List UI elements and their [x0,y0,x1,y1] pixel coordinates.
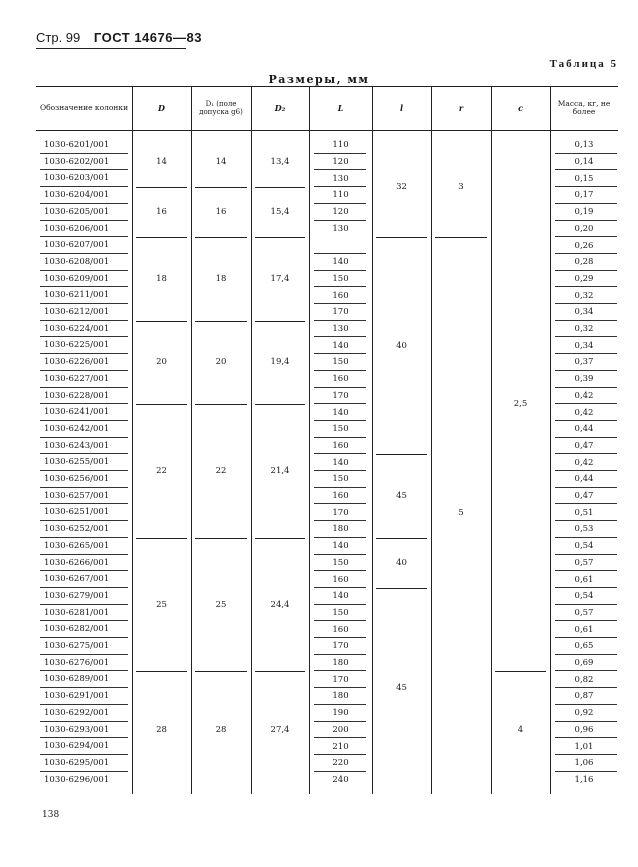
row-mass: 0,47 [574,440,594,451]
row-mass: 0,37 [574,357,594,368]
page-number: 138 [42,810,60,820]
group-l: 32 [396,182,407,193]
row-mass: 0,13 [574,140,594,151]
row-mass: 1,06 [574,758,594,769]
row-mass: 0,42 [574,390,594,401]
row-designation: 1030-6206/001 [44,223,110,234]
column-header-l: l [399,103,404,113]
row-designation: 1030-6255/001 [44,457,110,468]
column-header-D: D [158,103,165,113]
row-L: 170 [332,641,349,652]
header-underline [36,48,186,49]
row-designation: 1030-6202/001 [44,156,110,167]
row-mass: 0,47 [574,491,594,502]
row-mass: 0,20 [574,223,594,234]
row-mass: 0,17 [574,190,594,201]
row-L: 150 [332,424,349,435]
table-label: Таблица 5 [549,58,618,70]
group-D: 20 [156,357,167,368]
group-c: 4 [517,724,524,735]
row-designation: 1030-6295/001 [44,757,110,768]
row-designation: 1030-6212/001 [44,307,110,317]
row-L: 240 [332,774,349,785]
group-r: 3 [458,182,464,193]
column-header-L: L [337,103,344,113]
row-mass: 0,15 [574,173,594,184]
row-mass: 0,26 [574,240,594,251]
row-L: 120 [332,157,349,168]
group-l: 45 [396,491,407,502]
row-mass: 0,39 [574,374,594,385]
row-designation: 1030-6289/001 [44,674,110,685]
group-D: 16 [156,207,167,218]
row-mass: 0,44 [574,474,594,485]
row-designation: 1030-6243/001 [44,440,110,451]
page-ref: Стр. 99 [36,30,81,45]
row-mass: 0,29 [574,273,594,284]
row-L: 150 [332,557,349,568]
column-header-designation: Обозначение колонки [39,103,129,112]
row-designation: 1030-6241/001 [44,407,110,418]
row-designation: 1030-6265/001 [44,540,110,551]
row-mass: 0,42 [574,407,594,418]
group-c: 2,5 [513,399,528,410]
group-D1: 18 [215,273,227,284]
standard-id: ГОСТ 14676—83 [93,30,202,45]
row-designation: 1030-6227/001 [44,373,110,384]
column-header-mass: Масса, кг, не более [557,99,611,116]
row-mass: 0,82 [574,674,594,685]
group-D: 18 [156,273,167,284]
group-D1: 25 [215,599,227,610]
row-designation: 1030-6281/001 [44,607,110,618]
row-mass: 1,01 [574,741,594,752]
row-designation: 1030-6292/001 [44,707,110,718]
row-L: 190 [332,708,349,719]
row-designation: 1030-6242/001 [44,423,110,434]
row-mass: 0,14 [574,157,594,168]
row-designation: 1030-6211/001 [44,290,110,301]
group-D2: 13,4 [270,157,290,168]
row-mass: 0,61 [574,574,594,585]
row-designation: 1030-6201/001 [44,140,110,150]
row-L: 120 [332,207,349,218]
group-D: 25 [156,599,167,610]
row-L: 170 [332,507,349,518]
row-L: 140 [332,340,349,351]
row-designation: 1030-6208/001 [44,256,110,267]
row-L: 110 [332,190,349,201]
row-L: 150 [332,273,349,284]
row-designation: 1030-6293/001 [44,724,110,735]
table-header-rule [36,130,618,131]
group-l: 45 [396,683,407,694]
row-designation: 1030-6226/001 [44,357,110,368]
row-L: 170 [332,674,349,685]
row-L: 160 [332,624,349,635]
group-D2: 21,4 [270,465,290,476]
group-D2: 17,4 [270,273,290,284]
row-mass: 0,54 [574,541,594,552]
group-D2: 24,4 [270,599,290,610]
row-designation: 1030-6276/001 [44,657,110,668]
row-mass: 0,44 [574,424,594,435]
group-D1: 14 [215,157,227,168]
row-L: 160 [332,491,349,502]
row-designation: 1030-6275/001 [44,641,110,651]
row-designation: 1030-6296/001 [44,774,110,785]
group-D1: 16 [215,207,227,218]
group-r: 5 [458,507,464,518]
row-mass: 0,34 [574,340,594,351]
row-L: 210 [332,741,349,752]
group-l: 40 [396,340,407,351]
row-designation: 1030-6224/001 [44,323,110,334]
row-mass: 0,57 [574,557,594,568]
row-designation: 1030-6291/001 [44,691,110,702]
row-mass: 0,28 [574,257,594,268]
row-designation: 1030-6279/001 [44,590,110,601]
row-mass: 0,32 [574,290,594,301]
row-L: 150 [332,474,349,485]
row-L: 160 [332,290,349,301]
page-header [36,30,202,45]
group-l: 40 [396,557,407,568]
row-designation: 1030-6205/001 [44,206,110,217]
row-designation: 1030-6228/001 [44,390,110,401]
group-D2: 15,4 [270,207,290,218]
row-L: 180 [332,691,349,702]
row-L: 140 [332,541,349,552]
group-D2: 27,4 [270,724,290,735]
row-L: 200 [332,724,349,735]
row-L: 170 [332,390,349,401]
row-designation: 1030-6207/001 [44,240,110,251]
row-L: 220 [332,758,349,769]
group-D1: 28 [215,724,227,735]
row-designation: 1030-6209/001 [44,273,110,284]
column-header-D2: D₂ [274,103,286,113]
units-label: Размеры, мм [268,73,370,86]
row-designation: 1030-6225/001 [44,340,110,351]
row-L: 170 [332,307,349,318]
column-header-r: r [458,103,464,113]
row-mass: 0,92 [574,708,594,719]
row-mass: 0,61 [574,624,594,635]
row-designation: 1030-6203/001 [44,173,110,184]
group-D1: 20 [215,357,227,368]
row-L: 160 [332,440,349,451]
group-D: 14 [156,157,167,168]
row-designation: 1030-6256/001 [44,474,110,484]
row-mass: 0,32 [574,324,594,335]
row-mass: 0,51 [574,507,594,518]
row-designation: 1030-6267/001 [44,574,110,585]
row-L: 180 [332,524,349,535]
row-designation: 1030-6266/001 [44,557,110,568]
row-L [309,237,372,254]
row-mass: 0,53 [574,524,594,535]
row-L: 140 [332,591,349,602]
row-mass: 0,19 [574,207,594,218]
row-L: 140 [332,257,349,268]
row-L: 130 [332,223,349,234]
row-mass: 1,16 [574,774,594,785]
row-L: 180 [332,658,349,669]
row-mass: 0,54 [574,591,594,602]
row-mass: 0,42 [574,457,594,468]
row-designation: 1030-6252/001 [44,524,110,535]
column-header-c: c [518,103,523,113]
row-mass: 0,57 [574,607,594,618]
row-mass: 0,65 [574,641,594,652]
row-designation: 1030-6204/001 [44,190,110,201]
row-designation: 1030-6251/001 [44,507,110,518]
row-mass: 0,69 [574,658,594,669]
row-mass: 0,87 [574,691,594,702]
group-D: 28 [156,724,167,735]
row-L: 150 [332,607,349,618]
row-L: 130 [332,173,349,184]
row-designation: 1030-6282/001 [44,624,110,635]
row-L: 150 [332,357,349,368]
group-D: 22 [156,465,167,476]
group-D2: 19,4 [270,357,290,368]
row-L: 140 [332,457,349,468]
row-mass: 0,34 [574,307,594,318]
row-designation: 1030-6294/001 [44,741,110,752]
row-L: 160 [332,374,349,385]
row-L: 140 [332,407,349,418]
row-L: 130 [332,324,349,335]
row-L: 110 [332,140,349,151]
row-L: 160 [332,574,349,585]
group-D1: 22 [215,465,227,476]
row-mass: 0,96 [574,724,594,735]
row-designation: 1030-6257/001 [44,490,110,501]
column-header-D1: D₁ (поле допуска g6) [199,100,243,116]
